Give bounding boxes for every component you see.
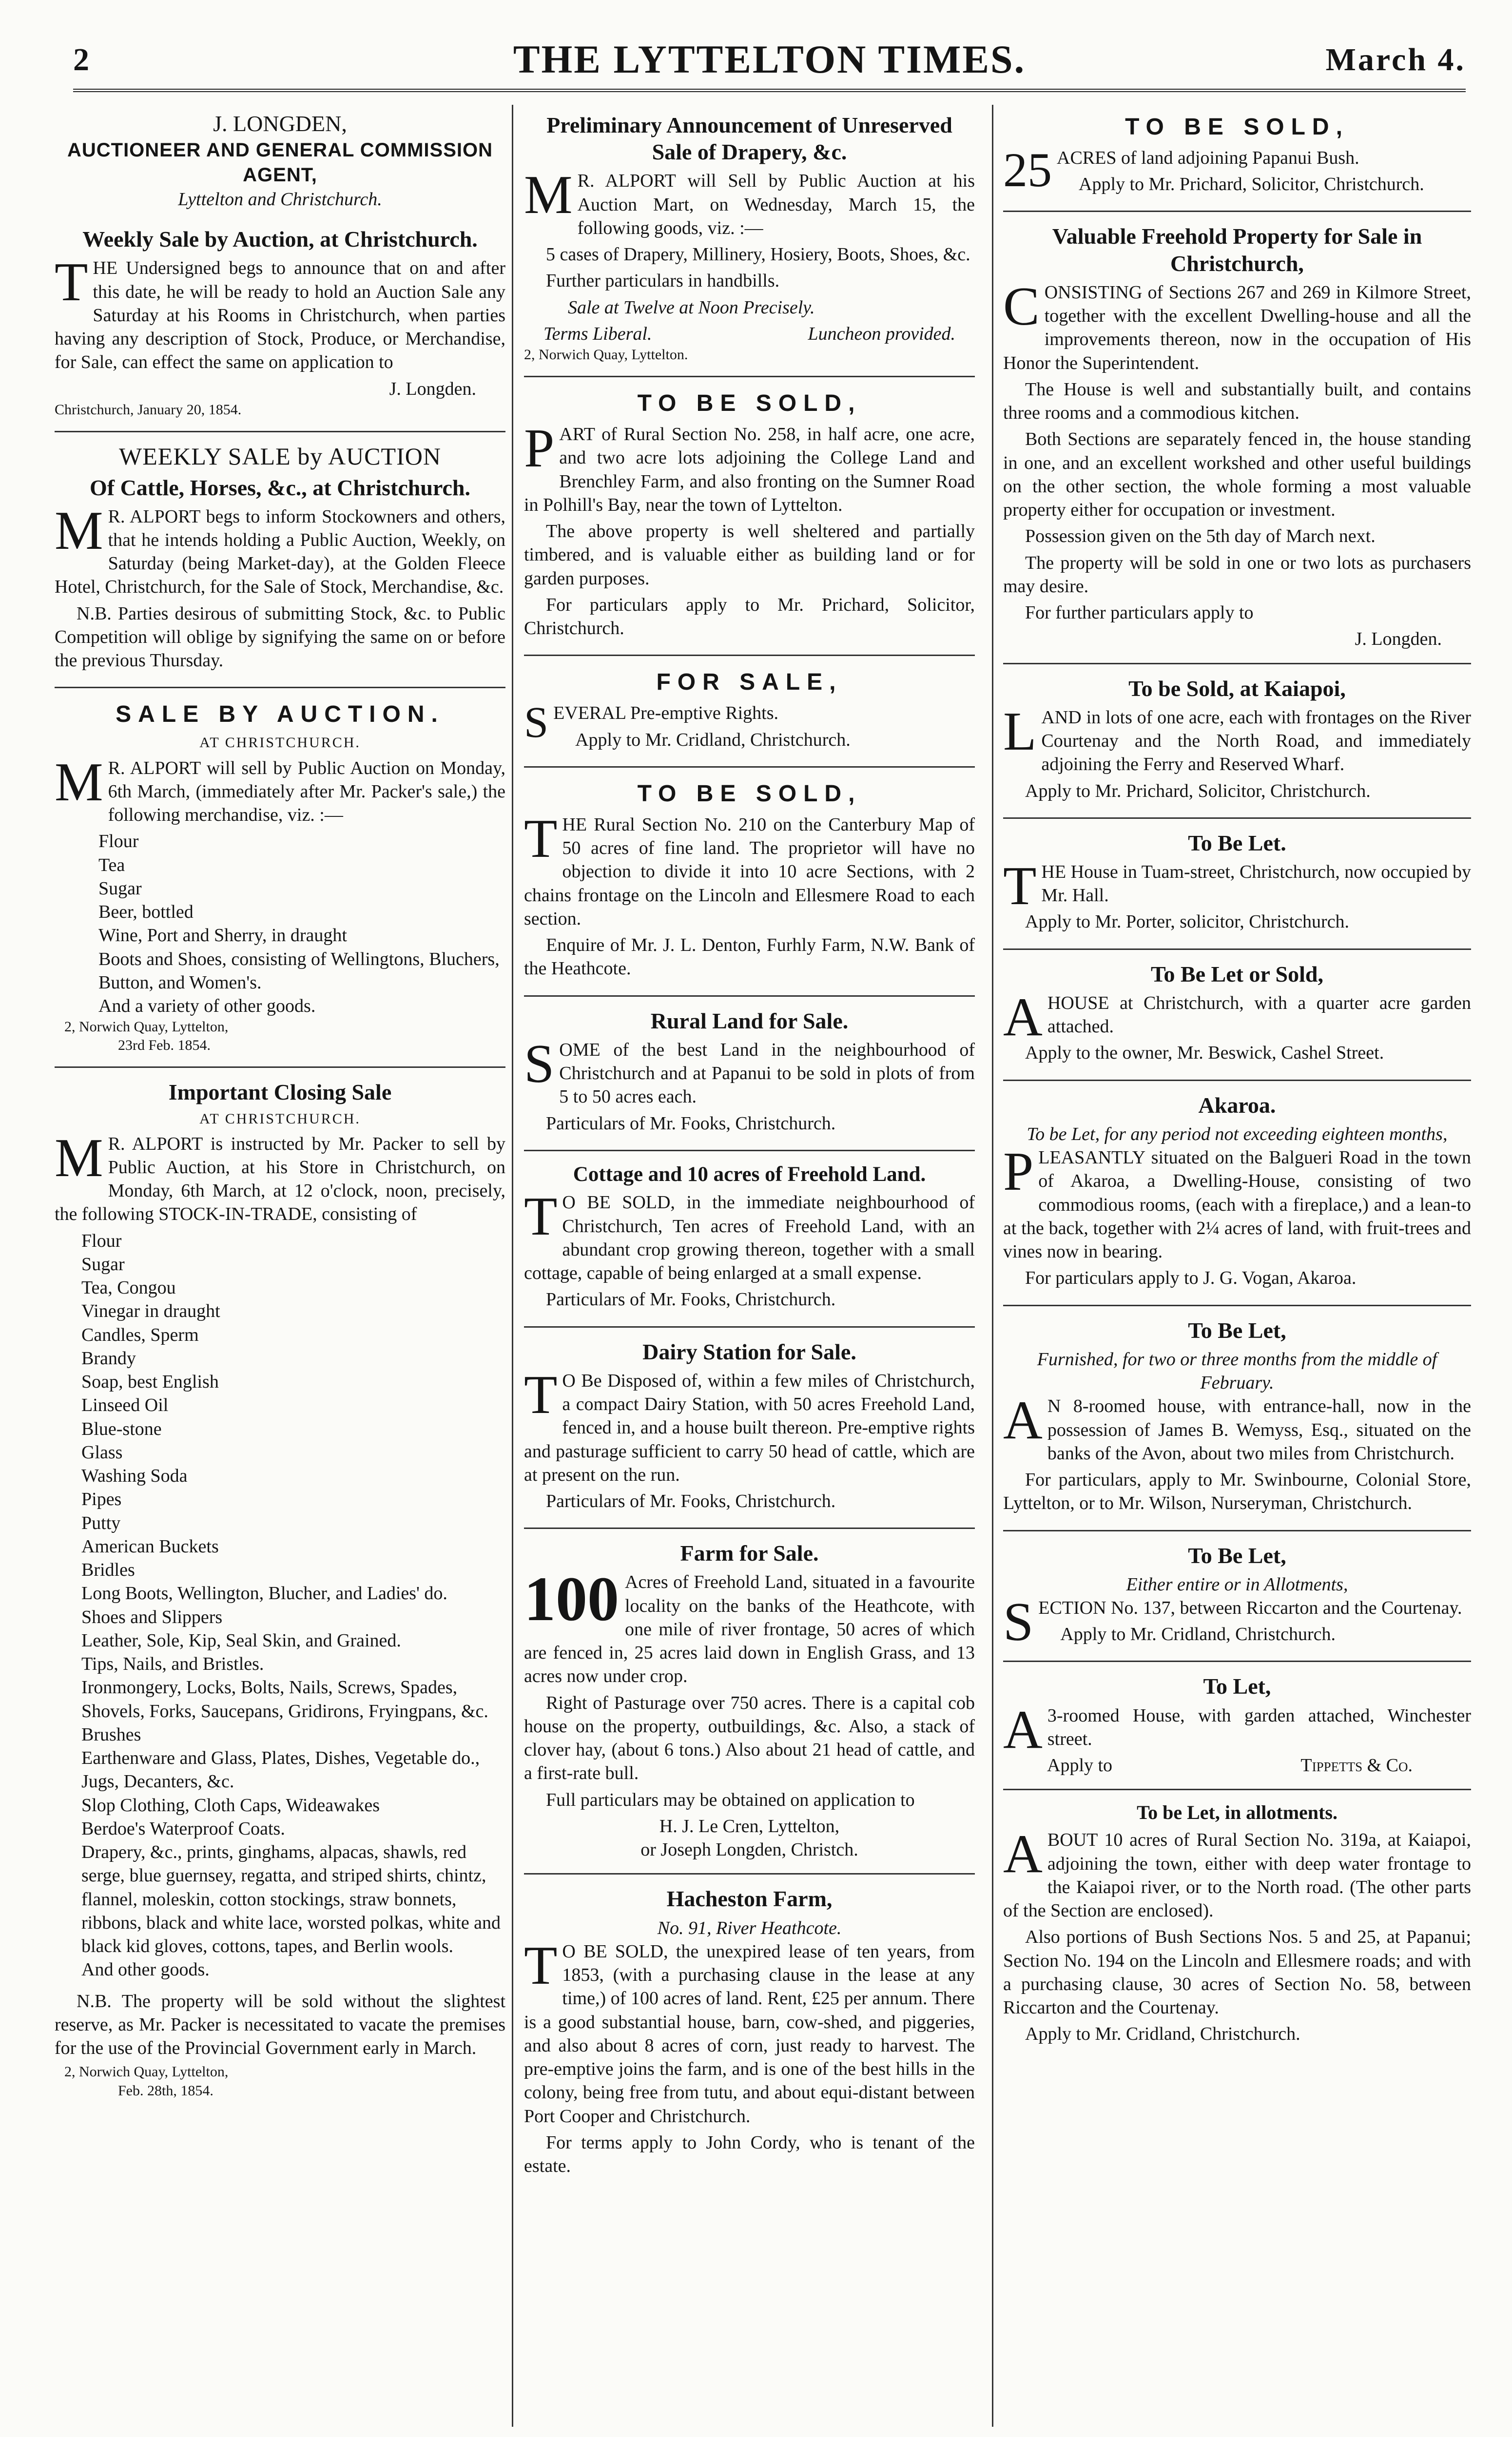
ad-body: AND in lots of one acre, each with frontages on the River Courtenay and the North Road, and immediately adjoining the Ferry and Reserved Wharf.	[1041, 707, 1471, 775]
ad-body: ECTION No. 137, between Riccarton and the Courtenay.	[1038, 1597, 1462, 1618]
ad-to-let	[1003, 1666, 1471, 1790]
list-item: Wine, Port and Sherry, in draught	[98, 925, 347, 946]
ad-body: ACRES of land adjoining Papanui Bush.	[1057, 147, 1359, 168]
ad-section-137	[1003, 1535, 1471, 1663]
list-item: Candles, Sperm	[81, 1324, 199, 1345]
drop-cap: T	[524, 1364, 558, 1425]
list-item: And a variety of other goods.	[98, 996, 316, 1017]
drop-cap: M	[55, 500, 103, 561]
ad-text: Both Sections are separately fenced in, the house standing in one, and an excellent workshed and other useful buildings on the other section, the whole forming a most valuable property either for occupation or investment.	[1003, 429, 1471, 521]
ad-rural-land	[524, 1001, 975, 1151]
ad-text: Apply to the owner, Mr. Beswick, Cashel Street.	[1025, 1043, 1384, 1064]
signature: J. Longden.	[389, 378, 476, 399]
list-item: Tea, Congou	[81, 1277, 176, 1298]
list-item: Flour	[98, 831, 139, 852]
ad-text: Apply to Mr. Cridland, Christchurch.	[1025, 2024, 1300, 2045]
ad-text: Particulars of Mr. Fooks, Christchurch.	[546, 1113, 836, 1134]
agent-name: Tippetts & Co.	[1300, 1755, 1413, 1776]
list-item: And other goods.	[81, 1959, 210, 1980]
ad-body: LEASANTLY situated on the Balgueri Road in the town of Akaroa, a Dwelling-House, consisting of two commodious rooms, (each with a fireplace,) and a lean-to at the back, together with 2¼ acres of land, with fruit-trees and vines now in bearing.	[1003, 1147, 1471, 1262]
drop-cap: T	[524, 808, 558, 869]
ad-body: 3-roomed House, with garden attached, Winchester street.	[1047, 1705, 1471, 1749]
page-number: 2	[73, 42, 89, 77]
ad-text: Right of Pasturage over 750 acres. There is a capital cob house on the property, outbuildings, &c. Also, a stack of clover hay, (about 6 tons.) Also about 21 head of cattle, and a first-rate bull.	[524, 1692, 975, 1784]
ad-heading: Cottage and 10 acres of Freehold Land.	[573, 1162, 926, 1186]
ad-closing-sale	[55, 1072, 505, 2111]
ad-valuable-freehold	[1003, 216, 1471, 664]
ad-text: For particulars apply to J. G. Vogan, Akaroa.	[1025, 1268, 1357, 1289]
ad-body: HOUSE at Christchurch, with a quarter acre garden attached.	[1047, 992, 1471, 1037]
ad-text: Apply to Mr. Cridland, Christchurch.	[1060, 1624, 1336, 1645]
ad-heading: TO BE SOLD,	[637, 780, 862, 807]
dateline: Christchurch, January 20, 1854.	[55, 401, 242, 418]
ad-text: Apply to Mr. Porter, solicitor, Christchurch.	[1025, 911, 1350, 932]
ad-subheading: No. 91, River Heathcote.	[657, 1917, 842, 1938]
ad-body: O Be Disposed of, within a few miles of Christchurch, a compact Dairy Station, with 50 acres Freehold Land, fenced in, and a house built thereon. Pre-emptive rights and pasturage sufficient to carry 50 head of cattle, which are at present on the run.	[524, 1370, 975, 1485]
drop-cap: P	[524, 418, 555, 479]
ad-let-or-sold	[1003, 954, 1471, 1081]
list-item: Earthenware and Glass, Plates, Dishes, Vegetable do., Jugs, Decanters, &c.	[81, 1748, 480, 1792]
ad-text: For particulars, apply to Mr. Swinbourne, Colonial Store, Lyttelton, or to Mr. Wilson, Nurseryman, Christchurch.	[1003, 1470, 1471, 1514]
ad-heading: Preliminary Announcement of Unreserved Sale of Drapery, &c.	[546, 113, 952, 165]
ad-to-be-sold-210	[524, 772, 975, 997]
drop-cap: A	[1003, 1699, 1043, 1760]
ad-body: R. ALPORT begs to inform Stockowners and others, that he intends holding a Public Auction, Weekly, on Saturday (being Market-day), at the Golden Fleece Hotel, Christchurch, for the Sale of Stock, Merchandise, &c.	[55, 506, 505, 598]
list-item: American Buckets	[81, 1536, 219, 1557]
ad-weekly-sale	[55, 436, 505, 688]
list-item: Leather, Sole, Kip, Seal Skin, and Grained.	[81, 1630, 401, 1651]
drop-cap: A	[1003, 1824, 1043, 1885]
drop-figure: 100	[524, 1564, 619, 1635]
drop-cap: S	[524, 698, 549, 747]
ad-heading: To Be Let or Sold,	[1150, 961, 1323, 986]
drop-cap: S	[1003, 1591, 1034, 1652]
ad-heading: To be Let, in allotments.	[1137, 1801, 1338, 1824]
ad-heading: WEEKLY SALE by AUCTION	[119, 443, 441, 470]
ad-body: EVERAL Pre-emptive Rights.	[553, 703, 778, 724]
apply-text: Apply to	[1047, 1755, 1113, 1776]
ad-subheading: Either entire or in Allotments,	[1126, 1574, 1348, 1595]
ad-heading: To Be Let.	[1188, 830, 1286, 855]
list-item: Washing Soda	[81, 1466, 188, 1487]
ad-to-be-sold-258	[524, 381, 975, 656]
drop-cap: L	[1003, 701, 1037, 762]
luncheon-text: Luncheon provided.	[808, 323, 955, 344]
ad-heading: To be Sold, at Kaiapoi,	[1128, 676, 1346, 701]
ad-farm-for-sale	[524, 1533, 975, 1875]
ad-body: R. ALPORT is instructed by Mr. Packer to sell by Public Auction, at his Store in Christchurch, on Monday, 6th March, at 12 o'clock, noon, precisely, the following STOCK-IN-TRADE, consisting of	[55, 1133, 505, 1225]
ad-body: ART of Rural Section No. 258, in half acre, one acre, and two acre lots adjoining the College Land and Brenchley Farm, and also fronting on the Sumner Road in Polhill's Bay, near the town of Lyttelton.	[524, 424, 975, 515]
drop-cap: T	[524, 1935, 558, 1996]
signature: J. Longden.	[1355, 629, 1442, 650]
ad-subheading: AT CHRISTCHURCH.	[199, 735, 361, 751]
ad-body: R. ALPORT will Sell by Public Auction at his Auction Mart, on Wednesday, March 15, the following goods, viz. :—	[577, 171, 975, 238]
advertiser-role: AUCTIONEER AND GENERAL COMMISSION AGENT,	[67, 139, 493, 186]
list-item: Sugar	[81, 1254, 125, 1275]
ad-body: Acres of Freehold Land, situated in a favourite locality on the banks of the Heathcote, with one mile of river frontage, 50 acres of which are fenced in, 25 acres laid down in English Grass, and 13 acres now under crop.	[524, 1572, 975, 1687]
ad-heading: Important Closing Sale	[168, 1080, 392, 1105]
dateline: 23rd Feb. 1854.	[118, 1037, 211, 1054]
ad-text: Apply to Mr. Cridland, Christchurch.	[575, 729, 851, 750]
ad-text: Enquire of Mr. J. L. Denton, Furhly Farm, N.W. Bank of the Heathcote.	[524, 935, 975, 979]
ad-heading: Akaroa.	[1198, 1092, 1276, 1118]
ad-text: The above property is well sheltered and partially timbered, and is valuable either as building land or for garden purposes.	[524, 521, 975, 589]
ad-akaroa	[1003, 1085, 1471, 1306]
ad-longden	[55, 105, 505, 432]
drop-cap: T	[55, 252, 88, 313]
list-item: Berdoe's Waterproof Coats.	[81, 1818, 285, 1839]
address: 2, Norwich Quay, Lyttelton.	[524, 347, 688, 363]
ad-body: O BE SOLD, in the immediate neighbourhood of Christchurch, Ten acres of Freehold Land, with an abundant crop growing thereon, together with a small cottage, capable of being enlarged at a small expense.	[524, 1192, 975, 1284]
drop-cap: M	[524, 165, 573, 226]
ad-heading: Hacheston Farm,	[666, 1886, 833, 1912]
ad-cottage	[524, 1155, 975, 1328]
apply-row	[1003, 1754, 1471, 1777]
list-item: Drapery, &c., prints, ginghams, alpacas, shawls, red serge, blue guernsey, regatta, and striped shirts, chintz, flannel, moleskin, cotton stockings, straw bonnets, ribbons, black and white lace, worsted polkas, white and black kid gloves, cottons, tapes, and Berlin wools.	[81, 1842, 501, 1957]
list-item: Slop Clothing, Cloth Caps, Wideawakes	[81, 1795, 380, 1816]
masthead	[73, 37, 1466, 93]
ad-text: Further particulars in handbills.	[546, 271, 780, 291]
list-item: Vinegar in draught	[81, 1301, 220, 1322]
ad-body: R. ALPORT will sell by Public Auction on Monday, 6th March, (immediately after Mr. Packer's sale,) the following merchandise, viz. :—	[108, 757, 505, 826]
address: 2, Norwich Quay, Lyttelton,	[64, 2064, 229, 2080]
ad-heading: To Be Let,	[1188, 1317, 1286, 1343]
ad-subheading: AT CHRISTCHURCH.	[199, 1110, 361, 1127]
ad-heading: Dairy Station for Sale.	[642, 1339, 856, 1364]
ad-text: For terms apply to John Cordy, who is tenant of the estate.	[524, 2132, 975, 2177]
ad-heading: To Be Let,	[1188, 1543, 1286, 1568]
ad-heading: To Let,	[1203, 1674, 1271, 1699]
ad-25-acres	[1003, 105, 1471, 212]
ad-hacheston-farm	[524, 1878, 975, 2192]
ad-subheading: Of Cattle, Horses, &c., at Christchurch.	[89, 475, 470, 500]
drop-cap: M	[55, 1127, 103, 1188]
drop-cap: M	[55, 752, 103, 812]
ad-sale-by-auction	[55, 692, 505, 1068]
issue-date: March 4.	[1325, 42, 1466, 77]
list-item: Bridles	[81, 1560, 135, 1581]
ad-heading: Valuable Freehold Property for Sale in Christchurch,	[1052, 224, 1422, 276]
drop-figure: 25	[1003, 142, 1052, 197]
list-item: Pipes	[81, 1489, 122, 1510]
list-item: Beer, bottled	[98, 902, 194, 923]
list-item: Glass	[81, 1442, 123, 1463]
list-item: Tea	[98, 854, 125, 875]
ad-text: Apply to Mr. Prichard, Solicitor, Christchurch.	[1025, 780, 1371, 801]
list-item: Brandy	[81, 1348, 136, 1369]
ad-heading: TO BE SOLD,	[637, 390, 862, 417]
ad-text: Also portions of Bush Sections Nos. 5 and 25, at Papanui; Section No. 194 on the Lincoln and Ellesmere roads; and with a purchasing clause, 30 acres of Section No. 58, between Riccarton and the Courtenay.	[1003, 1927, 1471, 2018]
ad-kaiapoi	[1003, 668, 1471, 819]
ad-subheading: To be Let, for any period not exceeding eighteen months,	[1027, 1123, 1448, 1144]
ad-dairy-station	[524, 1332, 975, 1529]
ad-text: Full particulars may be obtained on application to	[546, 1789, 915, 1810]
list-item: Putty	[81, 1512, 121, 1533]
column-3	[1003, 105, 1471, 2065]
drop-cap: C	[1003, 276, 1040, 337]
drop-cap: P	[1003, 1141, 1034, 1202]
ad-note: N.B. The property will be sold without the slightest reserve, as Mr. Packer is necessitated to vacate the premises for the use of the Provincial Government early in March.	[55, 1991, 505, 2059]
list-item: Tips, Nails, and Bristles.	[81, 1654, 264, 1675]
terms-row	[524, 322, 975, 346]
list-item: Flour	[81, 1230, 122, 1251]
ad-heading: SALE BY AUCTION.	[116, 701, 445, 728]
list-item: Linseed Oil	[81, 1395, 169, 1416]
ad-note: N.B. Parties desirous of submitting Stock, &c. to Public Competition will oblige by signifying the same on or before the previous Thursday.	[55, 603, 505, 671]
agent-line: or Joseph Longden, Christch.	[640, 1839, 858, 1860]
ad-body: OME of the best Land in the neighbourhood of Christchurch and at Papanui to be sold in plots of from 5 to 50 acres each.	[559, 1039, 975, 1107]
drop-cap: A	[1003, 1390, 1043, 1451]
list-item: Sugar	[98, 878, 142, 899]
terms-text: Terms Liberal.	[543, 323, 652, 344]
ad-text: 5 cases of Drapery, Millinery, Hosiery, Boots, Shoes, &c.	[546, 244, 970, 265]
list-item: Brushes	[81, 1724, 141, 1745]
ad-text: Particulars of Mr. Fooks, Christchurch.	[546, 1491, 836, 1512]
ad-text: Apply to Mr. Prichard, Solicitor, Christchurch.	[1079, 174, 1424, 195]
ad-body: HE Rural Section No. 210 on the Canterbury Map of 50 acres of fine land. The proprietor will have no objection to divide it into 10 acre Sections, with 2 chains frontage on the Lincoln and Ellesmere Road to each section.	[524, 814, 975, 929]
ad-text: Sale at Twelve at Noon Precisely.	[568, 297, 815, 318]
drop-cap: T	[524, 1186, 558, 1247]
ad-subheading: Furnished, for two or three months from the middle of February.	[1037, 1349, 1437, 1393]
masthead-rule	[73, 89, 1466, 92]
list-item: Boots and Shoes, consisting of Wellingtons, Bluchers, Button, and Women's.	[98, 948, 500, 993]
drop-cap: T	[1003, 855, 1037, 916]
ad-body: N 8-roomed house, with entrance-hall, now in the possession of James B. Wemyss, Esq., situated on the banks of the Avon, about two miles from Christchurch.	[1047, 1396, 1471, 1464]
ad-text: Possession given on the 5th day of March next.	[1025, 526, 1376, 547]
ad-heading: FOR SALE,	[656, 669, 843, 696]
list-item: Long Boots, Wellington, Blucher, and Ladies' do.	[81, 1583, 447, 1604]
ad-text: Particulars of Mr. Fooks, Christchurch.	[546, 1289, 836, 1310]
ad-heading: Rural Land for Sale.	[650, 1008, 849, 1033]
agent-line: H. J. Le Cren, Lyttelton,	[659, 1816, 840, 1837]
dateline: Feb. 28th, 1854.	[118, 2082, 213, 2099]
column-2	[524, 105, 975, 2196]
list-item: Shoes and Slippers	[81, 1606, 223, 1627]
ad-to-be-let-tuam	[1003, 823, 1471, 950]
list-item: Ironmongery, Locks, Bolts, Nails, Screws, Spades, Shovels, Forks, Saucepans, Gridirons, Fryingpans, &c.	[81, 1677, 488, 1721]
list-item: Soap, best English	[81, 1372, 219, 1393]
ad-allotments-319a	[1003, 1794, 1471, 2060]
ad-heading: TO BE SOLD,	[1125, 114, 1349, 140]
ad-body: BOUT 10 acres of Rural Section No. 319a, at Kaiapoi, adjoining the town, either with deep water frontage to the Kaiapoi river, or to the North road. (The other parts of the Section are enclosed).	[1003, 1830, 1471, 1921]
ad-body: ONSISTING of Sections 267 and 269 in Kilmore Street, together with the excellent Dwelling-house and all the improvements thereon, now in the occupation of His Honor the Superintendent.	[1003, 282, 1471, 373]
ad-for-sale	[524, 660, 975, 767]
ad-heading: Farm for Sale.	[680, 1541, 819, 1566]
drop-cap: A	[1003, 986, 1043, 1047]
ad-preliminary	[524, 105, 975, 377]
column-rule	[992, 105, 993, 2427]
ad-body: HE House in Tuam-street, Christchurch, now occupied by Mr. Hall.	[1041, 861, 1471, 906]
ad-text: For particulars apply to Mr. Prichard, Solicitor, Christchurch.	[524, 594, 975, 639]
ad-text: The property will be sold in one or two lots as purchasers may desire.	[1003, 552, 1471, 597]
ad-body: O BE SOLD, the unexpired lease of ten years, from 1853, (with a purchasing clause in the lease at any time,) of 100 acres of land. Rent, £25 per annum. There is a good substantial house, barn, cow-shed, and piggeries, and also about 8 acres of corn, just ready to harvest. The pre-emptive joins the farm, and is one of the best hills in the colony, being free from tutu, and about equi-distant between Port Cooper and Christchurch.	[524, 1941, 975, 2127]
drop-cap: S	[524, 1033, 555, 1094]
ad-body: HE Undersigned begs to announce that on and after this date, he will be ready to hold an Auction Sale any Saturday at his Rooms in Christchurch, when parties having any description of Stock, Produce, or Merchandise, for Sale, can effect the same on application to	[55, 258, 505, 373]
list-item: Blue-stone	[81, 1418, 162, 1439]
ad-text: For further particulars apply to	[1025, 602, 1254, 623]
ad-heading: Weekly Sale by Auction, at Christchurch.	[82, 227, 478, 252]
ad-furnished-let	[1003, 1310, 1471, 1531]
ad-text: The House is well and substantially built, and contains three rooms and a commodious kitchen.	[1003, 379, 1471, 424]
column-1	[55, 105, 505, 2116]
column-rule	[512, 105, 513, 2427]
address: 2, Norwich Quay, Lyttelton,	[64, 1019, 229, 1035]
advertiser-name: J. LONGDEN,	[213, 111, 347, 136]
advertiser-place: Lyttelton and Christchurch.	[178, 189, 382, 210]
newspaper-title: THE LYTTELTON TIMES.	[513, 37, 1026, 81]
